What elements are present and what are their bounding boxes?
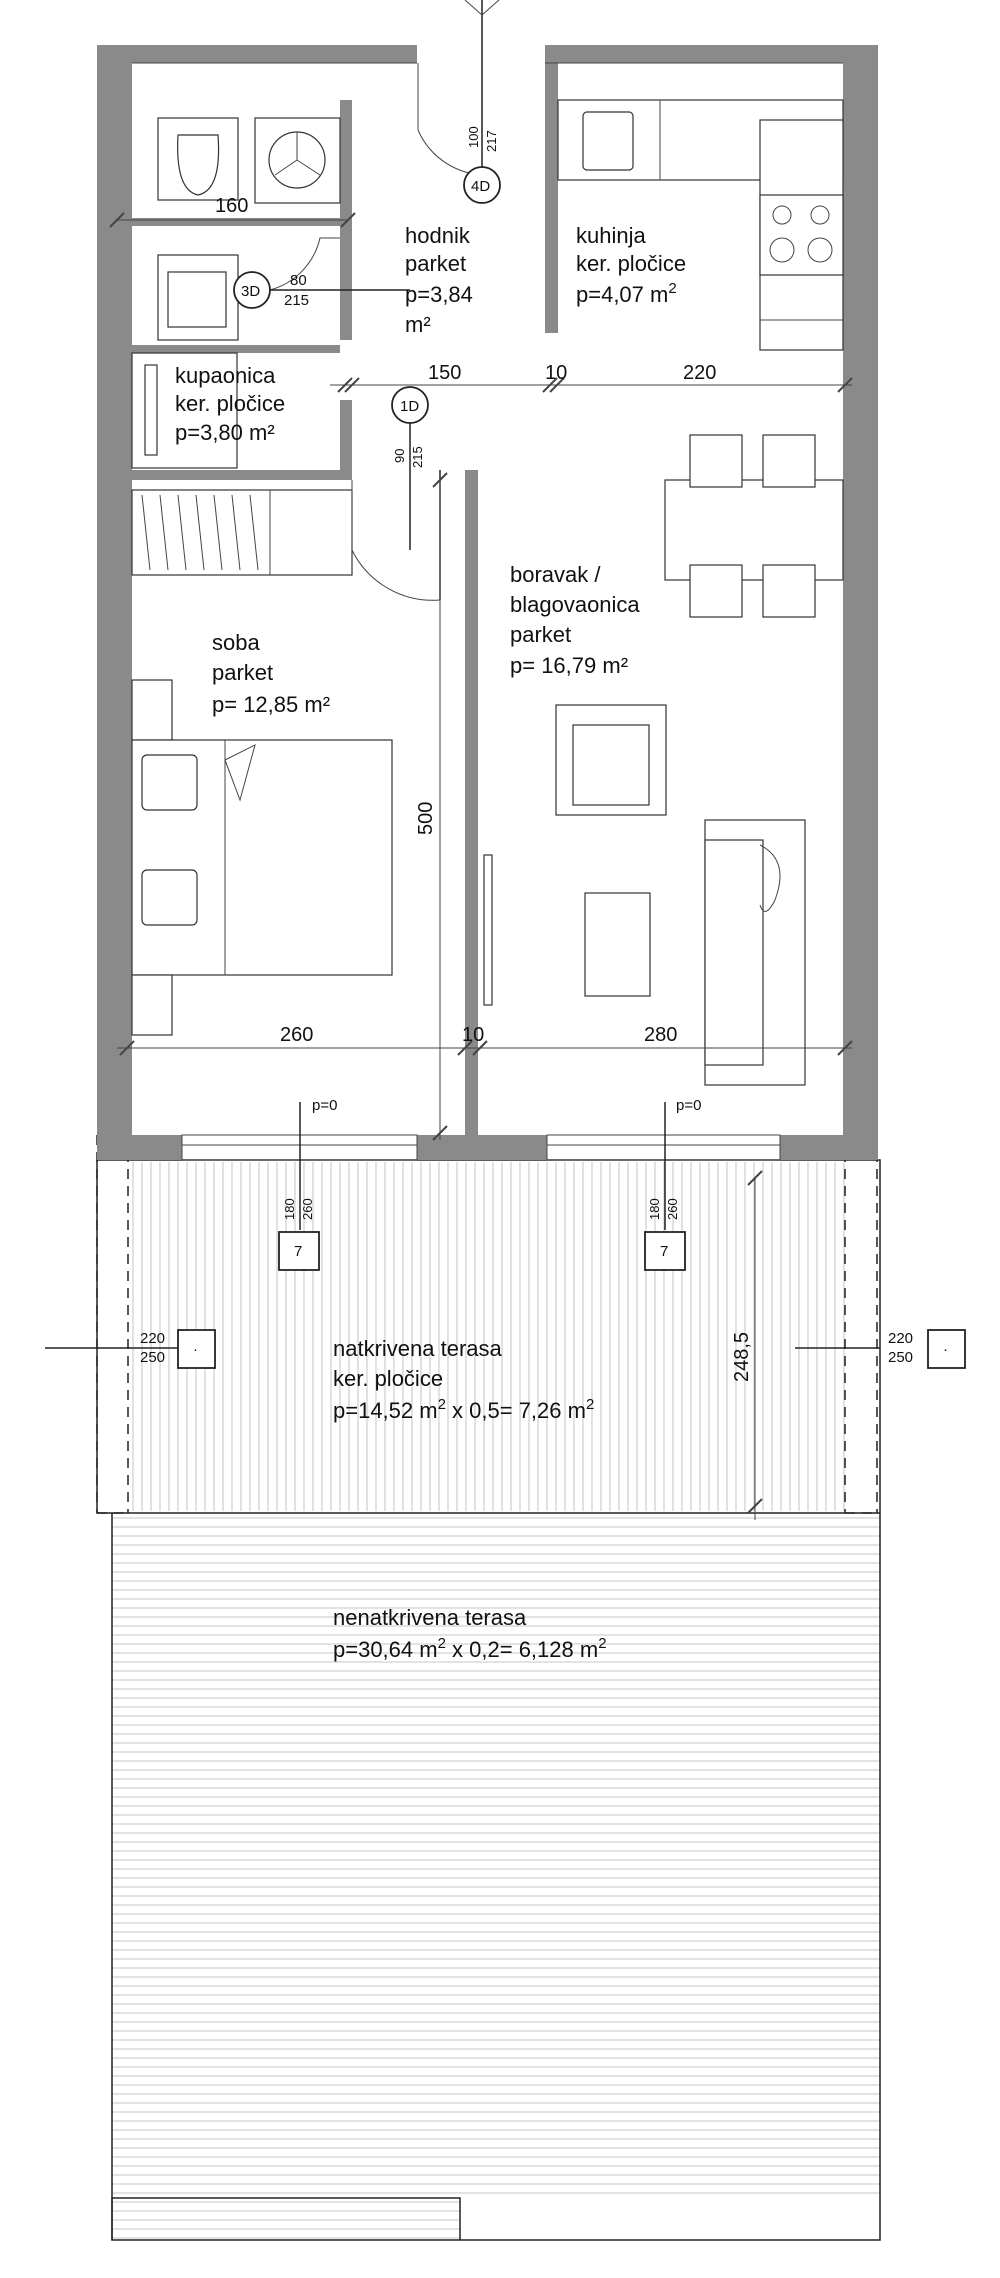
bedroom-floor: parket [212,660,274,685]
bedroom-area: p= 12,85 m² [212,692,331,717]
hallway-unit: m² [405,312,431,337]
hallway-area: p=3,84 [405,282,473,307]
open-terrace-notch [112,2198,460,2240]
living-floor: parket [510,622,572,647]
window-7b-w: 180 [647,1198,662,1220]
bedroom-furniture [132,490,392,1035]
window-right-h: 250 [888,1349,914,1366]
bathroom-name: kupaonica [175,363,276,388]
door-1d-w: 90 [392,448,407,463]
hallway-name: hodnik [405,223,470,248]
window-7b-tag: 7 [660,1243,669,1260]
covered-terrace-floor: ker. pločice [333,1366,444,1391]
dim-10a: 10 [545,362,568,384]
dim-260: 260 [280,1024,314,1046]
bathroom-floor: ker. pločice [175,391,286,416]
window-right-w: 220 [888,1330,914,1347]
covered-terrace-area: p=14,52 $m^2$ x 0,5= 7,26 $m^2$ [333,1396,595,1423]
window-7b-h: 260 [665,1198,680,1220]
window-7a-sill: p=0 [312,1097,338,1114]
open-terrace-area: p=30,64 $m^2$ x 0,2= 6,128 $m^2$ [333,1635,607,1662]
dim-280: 280 [644,1024,678,1046]
chair [763,435,815,487]
nightstand-top [132,680,172,740]
bathroom-area: p=3,80 m² [175,420,275,445]
window-left-h: 250 [140,1349,166,1366]
chair [690,435,742,487]
wardrobe [132,490,352,575]
chair [763,565,815,617]
dim-500: 500 [415,801,437,835]
open-terrace-name: nenatkrivena terasa [333,1605,527,1630]
door-3d-w: 80 [290,272,307,289]
window-right-tag: · [943,1341,948,1358]
door-1d-h: 215 [410,446,425,468]
dim-150: 150 [428,362,462,384]
door-4d-tag: 4D [471,178,491,195]
covered-terrace-name: natkrivena terasa [333,1336,502,1361]
door-4d-w: 100 [466,126,481,148]
living-name: boravak / [510,562,601,587]
dim-220: 220 [683,362,717,384]
cooktop [760,195,843,275]
living-name-2: blagovaonica [510,592,640,617]
kitchen-floor: ker. pločice [576,251,687,276]
bedroom-name: soba [212,630,260,655]
kitchen-area: p=4,07 $m^2$ [576,280,677,307]
window-left-w: 220 [140,1330,166,1347]
window-7a-h: 260 [300,1198,315,1220]
door-3d-h: 215 [284,292,310,309]
dim-248-5: 248,5 [731,1331,753,1382]
tv [484,855,492,1005]
window-7a-tag: 7 [294,1243,303,1260]
door-4d-h: 217 [484,130,499,152]
coffee-table [585,893,650,996]
door-1d-tag: 1D [400,398,420,415]
chair [690,565,742,617]
window-7b-sill: p=0 [676,1097,702,1114]
nightstand-bottom [132,975,172,1035]
window-left-tag: · [193,1341,198,1358]
door-3d-tag: 3D [241,283,261,300]
hallway-floor: parket [405,251,467,276]
dim-160: 160 [215,195,249,217]
living-area: p= 16,79 m² [510,653,629,678]
window-7a-w: 180 [282,1198,297,1220]
living-furniture [484,435,843,1085]
kitchen-name: kuhinja [576,223,646,248]
dim-10b: 10 [462,1024,485,1046]
